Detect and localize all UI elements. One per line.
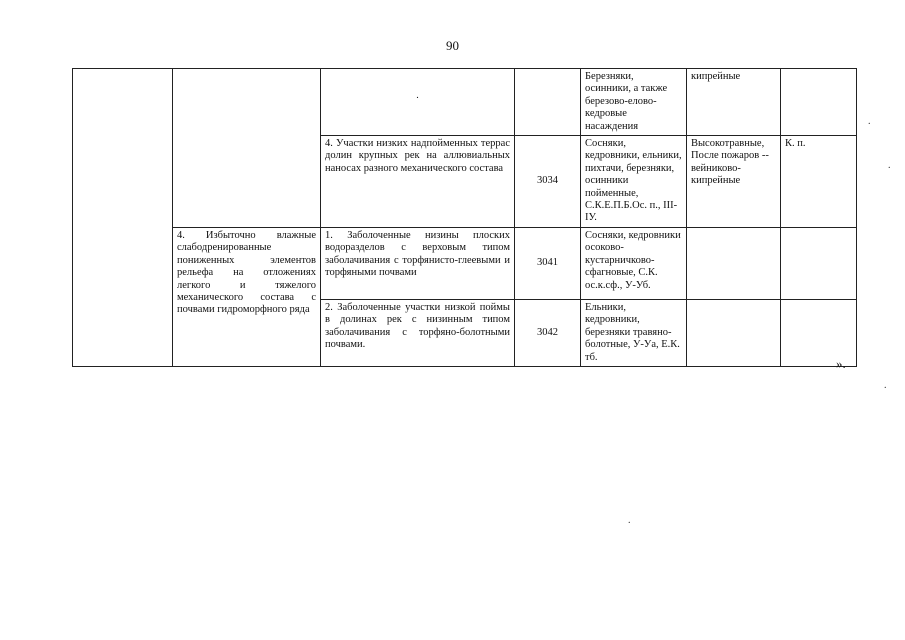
table-cell-code: 3041 bbox=[515, 227, 581, 299]
table-cell-c bbox=[321, 69, 515, 136]
table-cell-a bbox=[73, 69, 173, 367]
scan-speck: . bbox=[884, 380, 887, 391]
document-table bbox=[72, 68, 857, 367]
page-number: 90 bbox=[446, 38, 459, 53]
scan-speck: . bbox=[888, 160, 891, 171]
table-cell-code: 3042 bbox=[515, 299, 581, 366]
table-cell-c: 4. Участки низких надпойменных террас долин крупных рек на аллювиальных наносах разного механического состава bbox=[321, 136, 515, 228]
table-row bbox=[73, 227, 857, 299]
table-cell-e: Ельники, кедровники, березняки травяно-болотные, У-Уа, Е.К. тб. bbox=[581, 299, 687, 366]
table-cell-f bbox=[687, 227, 781, 299]
scan-speck: . bbox=[628, 515, 631, 526]
table-cell-b bbox=[173, 69, 321, 228]
table-cell-code: 3034 bbox=[515, 136, 581, 228]
stray-mark: · bbox=[415, 93, 420, 104]
table-cell-e: Сосняки, кедровники осоково-кустарничково-сфагновые, С.К. ос.к.сф., У-Уб. bbox=[581, 227, 687, 299]
table-cell-b: 4. Избыточно влажные слабодренированные пониженных элементов рельефа на отложениях легкого и тяжелого механического состава с почвами гидроморфного ряда bbox=[173, 227, 321, 366]
table-cell-c: 2. Заболоченные участки низкой поймы в долинах рек с низинным типом заболачивания с торфяно-болотными почвами. bbox=[321, 299, 515, 366]
scan-speck: . bbox=[868, 116, 871, 127]
table-cell-e: Березняки, осинники, а также березово-елово-кедровые насаждения bbox=[581, 69, 687, 136]
table-cell-g: К. п. bbox=[781, 136, 857, 228]
table-cell-d bbox=[515, 69, 581, 136]
table-cell-f bbox=[687, 299, 781, 366]
table-cell-f: кипрейные bbox=[687, 69, 781, 136]
closing-quote: ». bbox=[836, 356, 846, 371]
table-cell-f: Высокотравные, После пожаров -- вейниково-кипрейные bbox=[687, 136, 781, 228]
table-cell-e: Сосняки, кедровники, ельники, пихтачи, березняки, осинники пойменные, С.К.Е.П.Б.Ос. п., III-IУ. bbox=[581, 136, 687, 228]
table-cell-c: 1. Заболоченные низины плоских водоразделов с верховым типом заболачивания с торфянисто-глеевыми и торфяными почвами bbox=[321, 227, 515, 299]
table-row bbox=[73, 69, 857, 136]
table-cell-g bbox=[781, 227, 857, 299]
table-cell-g bbox=[781, 69, 857, 136]
